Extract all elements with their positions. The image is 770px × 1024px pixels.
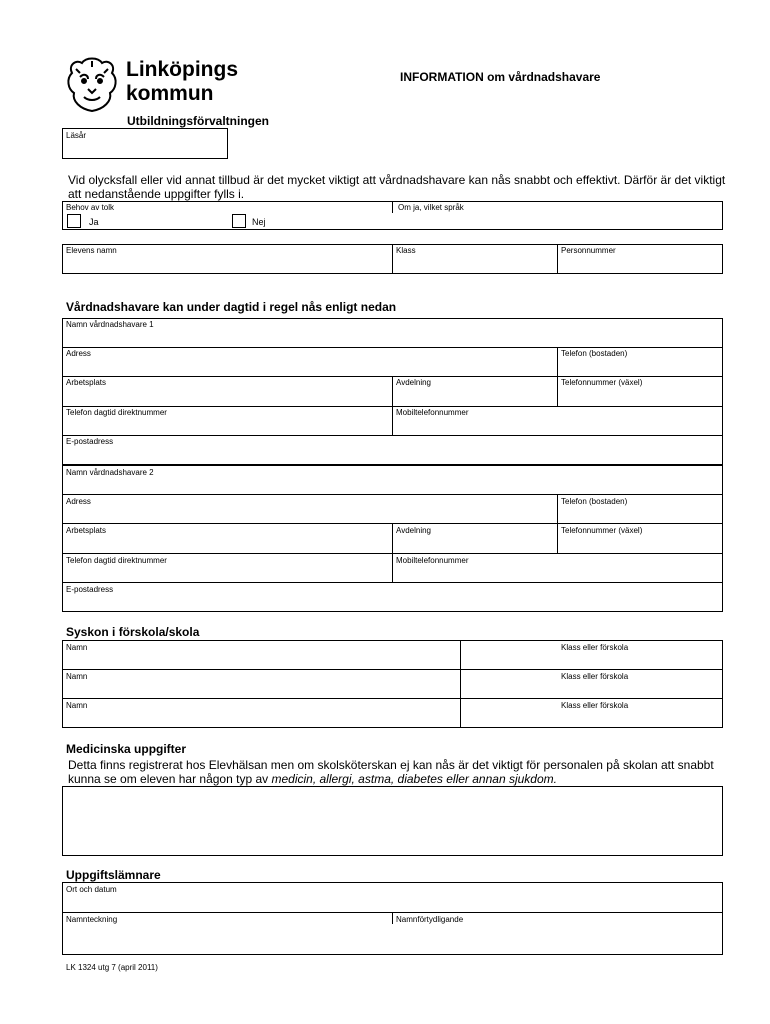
sibling1-class-label: Klass eller förskola [561, 643, 629, 652]
guardian1-name-field[interactable] [63, 331, 722, 346]
checkbox-nej-label: Nej [252, 217, 266, 227]
guardian2-name-label: Namn vårdnadshavare 2 [66, 468, 154, 477]
student-name-field[interactable] [63, 256, 391, 273]
guardian1-switchboard-field[interactable] [558, 389, 722, 405]
sibling3-name-label: Namn [66, 701, 88, 710]
guardian2-home-phone-field[interactable] [558, 508, 722, 522]
guardian1-name-label: Namn vårdnadshavare 1 [66, 320, 154, 329]
language-label: Om ja, vilket språk [398, 203, 464, 212]
lasar-field[interactable] [62, 128, 228, 159]
sibling3-class-field[interactable] [461, 711, 722, 727]
guardian2-address-label: Adress [66, 497, 91, 506]
guardian2-department-field[interactable] [393, 537, 556, 552]
guardian2-email-field[interactable] [63, 596, 722, 611]
guardians-heading: Vårdnadshavare kan under dagtid i regel nås enligt nedan [66, 300, 397, 314]
interpreter-need-label: Behov av tolk [66, 203, 115, 212]
guardian2-address-field[interactable] [63, 508, 556, 522]
guardian1-address-field[interactable] [63, 360, 556, 375]
guardian2-direct-phone-field[interactable] [63, 567, 391, 581]
divider [62, 435, 723, 436]
sibling2-class-field[interactable] [461, 682, 722, 697]
guardian1-direct-phone-label: Telefon dagtid direktnummer [66, 408, 167, 417]
guardian2-workplace-label: Arbetsplats [66, 526, 107, 535]
guardian1-workplace-label: Arbetsplats [66, 378, 107, 387]
divider [62, 347, 723, 348]
divider [62, 494, 723, 495]
org-name-line1: Linköpings [126, 58, 238, 81]
department-name: Utbildningsförvaltningen [127, 114, 269, 128]
org-name-line2: kommun [126, 82, 214, 105]
form-title: INFORMATION om vårdnadshavare [400, 70, 601, 84]
medical-heading: Medicinska uppgifter [66, 742, 187, 756]
divider [62, 669, 723, 670]
name-clarification-label: Namnförtydligande [396, 915, 464, 924]
signature-label: Namnteckning [66, 915, 118, 924]
name-clarification-field[interactable] [393, 926, 722, 954]
class-label: Klass [396, 246, 416, 255]
sibling2-class-label: Klass eller förskola [561, 672, 629, 681]
guardian2-name-field[interactable] [63, 479, 722, 493]
medical-textarea[interactable] [62, 786, 723, 856]
guardian1-email-field[interactable] [63, 448, 722, 463]
siblings-heading: Syskon i förskola/skola [66, 625, 200, 639]
checkbox-ja-label: Ja [89, 217, 99, 227]
guardian1-department-field[interactable] [393, 389, 556, 405]
guardian1-direct-phone-field[interactable] [63, 419, 391, 434]
signature-field[interactable] [63, 926, 391, 954]
sibling2-name-label: Namn [66, 672, 88, 681]
submitter-heading: Uppgiftslämnare [66, 868, 161, 882]
student-name-label: Elevens namn [66, 246, 117, 255]
guardian1-home-phone-field[interactable] [558, 360, 722, 375]
guardian1-email-label: E-postadress [66, 437, 114, 446]
divider [62, 464, 723, 466]
guardian2-direct-phone-label: Telefon dagtid direktnummer [66, 556, 167, 565]
class-field[interactable] [393, 256, 556, 273]
personal-number-field[interactable] [558, 256, 722, 273]
sibling2-name-field[interactable] [63, 682, 459, 697]
intro-text: Vid olycksfall eller vid annat tillbud är det mycket viktigt att vårdnadshavare kan nås snabbt och effektivt. Därför är det viktigt att nedanstående uppgifter fylls i. [68, 173, 726, 201]
guardian1-home-phone-label: Telefon (bostaden) [561, 349, 628, 358]
checkbox-ja[interactable] [67, 214, 81, 228]
sibling1-class-field[interactable] [461, 653, 722, 668]
guardian2-home-phone-label: Telefon (bostaden) [561, 497, 628, 506]
divider [62, 582, 723, 583]
divider [392, 912, 393, 924]
guardian1-department-label: Avdelning [396, 378, 431, 387]
guardian1-address-label: Adress [66, 349, 91, 358]
divider [392, 201, 393, 213]
guardian1-switchboard-label: Telefonnummer (växel) [561, 378, 643, 387]
municipality-logo [62, 55, 252, 115]
place-date-field[interactable] [63, 896, 722, 911]
guardian2-department-label: Avdelning [396, 526, 431, 535]
sibling3-name-field[interactable] [63, 711, 459, 727]
medical-text-plain: Detta finns registrerat hos Elevhälsan men om skolsköterskan ej kan nås är det viktigt för personalen på skolan att snabbt kunna se om eleven har någon typ av [68, 758, 714, 786]
guardian2-email-label: E-postadress [66, 585, 114, 594]
guardian2-switchboard-field[interactable] [558, 537, 722, 552]
guardian2-workplace-field[interactable] [63, 537, 391, 552]
sibling1-name-field[interactable] [63, 653, 459, 668]
divider [62, 698, 723, 699]
medical-text-italic: medicin, allergi, astma, diabetes eller annan sjukdom. [271, 772, 557, 786]
lion-emblem-icon [62, 55, 122, 115]
checkbox-nej[interactable] [232, 214, 246, 228]
guardian1-workplace-field[interactable] [63, 389, 391, 405]
form-code: LK 1324 utg 7 (april 2011) [66, 963, 158, 972]
guardian1-mobile-field[interactable] [393, 419, 722, 434]
guardian2-mobile-field[interactable] [393, 567, 722, 581]
sibling3-class-label: Klass eller förskola [561, 701, 629, 710]
sibling1-name-label: Namn [66, 643, 88, 652]
guardian2-mobile-label: Mobiltelefonnummer [396, 556, 469, 565]
lasar-label: Läsår [66, 131, 87, 140]
place-date-label: Ort och datum [66, 885, 117, 894]
guardian1-mobile-label: Mobiltelefonnummer [396, 408, 469, 417]
guardian2-switchboard-label: Telefonnummer (växel) [561, 526, 643, 535]
medical-text [68, 758, 728, 786]
personal-number-label: Personnummer [561, 246, 616, 255]
